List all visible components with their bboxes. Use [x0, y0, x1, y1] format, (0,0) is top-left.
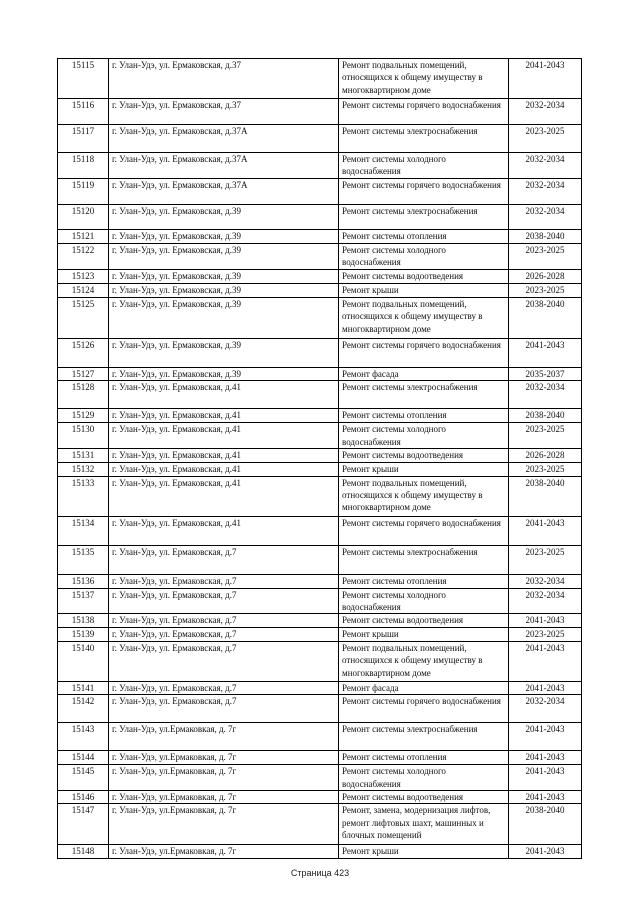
row-work-type: Ремонт системы электроснабжения	[339, 125, 509, 153]
row-address: г. Улан-Удэ, ул. Ермаковская, д.41	[109, 516, 339, 545]
row-work-type: Ремонт системы холодного водоснабжения	[339, 765, 509, 791]
row-number: 15117	[58, 125, 109, 153]
row-work-type: Ремонт фасада	[339, 681, 509, 694]
row-years: 2026-2028	[509, 269, 582, 283]
row-address: г. Улан-Удэ, ул.Ермаковкая, д. 7г	[109, 804, 339, 845]
table-row	[58, 297, 582, 338]
row-work-type: Ремонт системы горячего водоснабжения	[339, 338, 509, 367]
row-address: г. Улан-Удэ, ул. Ермаковская, д.41	[109, 449, 339, 463]
row-address: г. Улан-Удэ, ул. Ермаковская, д.7	[109, 681, 339, 694]
row-work-type: Ремонт крыши	[339, 628, 509, 641]
row-number: 15119	[58, 179, 109, 205]
table-row	[58, 230, 582, 244]
row-number: 15122	[58, 244, 109, 270]
row-address: г. Улан-Удэ, ул. Ермаковская, д.7	[109, 574, 339, 588]
row-years: 2041-2043	[509, 751, 582, 765]
row-number: 15136	[58, 574, 109, 588]
row-address: г. Улан-Удэ, ул. Ермаковская, д.41	[109, 476, 339, 516]
row-years: 2023-2025	[509, 463, 582, 476]
row-number: 15140	[58, 641, 109, 681]
row-number: 15120	[58, 205, 109, 230]
row-years: 2023-2025	[509, 244, 582, 270]
row-number: 15131	[58, 449, 109, 463]
row-address: г. Улан-Удэ, ул. Ермаковская, д.7	[109, 695, 339, 723]
row-years: 2041-2043	[509, 791, 582, 804]
row-number: 15132	[58, 463, 109, 476]
table-row	[58, 125, 582, 153]
row-work-type: Ремонт системы водоотведения	[339, 449, 509, 463]
row-work-type: Ремонт системы холодного водоснабжения	[339, 244, 509, 270]
row-work-type: Ремонт, замена, модернизация лифтов, ремонт лифтовых шахт, машинных и блочных помещений	[339, 804, 509, 845]
row-work-type: Ремонт крыши	[339, 283, 509, 297]
table-row	[58, 641, 582, 681]
row-number: 15125	[58, 297, 109, 338]
table-row	[58, 153, 582, 179]
row-work-type: Ремонт системы горячего водоснабжения	[339, 516, 509, 545]
row-years: 2032-2034	[509, 588, 582, 614]
row-work-type: Ремонт системы горячего водоснабжения	[339, 99, 509, 125]
row-number: 15127	[58, 367, 109, 380]
row-address: г. Улан-Удэ, ул. Ермаковская, д.41	[109, 409, 339, 423]
row-number: 15126	[58, 338, 109, 367]
row-address: г. Улан-Удэ, ул. Ермаковская, д.41	[109, 463, 339, 476]
row-number: 15146	[58, 791, 109, 804]
row-number: 15145	[58, 765, 109, 791]
table-row	[58, 723, 582, 751]
row-number: 15137	[58, 588, 109, 614]
row-number: 15115	[58, 59, 109, 99]
row-work-type: Ремонт системы водоотведения	[339, 791, 509, 804]
row-address: г. Улан-Удэ, ул. Ермаковская, д.39	[109, 367, 339, 380]
row-work-type: Ремонт системы электроснабжения	[339, 381, 509, 409]
row-years: 2032-2034	[509, 153, 582, 179]
table-row	[58, 381, 582, 409]
row-years: 2041-2043	[509, 641, 582, 681]
row-address: г. Улан-Удэ, ул.Ермаковкая, д. 7г	[109, 751, 339, 765]
table-row	[58, 765, 582, 791]
row-work-type: Ремонт подвальных помещений, относящихся к общему имуществу в многоквартирном доме	[339, 59, 509, 99]
table-row	[58, 179, 582, 205]
row-work-type: Ремонт крыши	[339, 463, 509, 476]
row-address: г. Улан-Удэ, ул. Ермаковская, д.7	[109, 641, 339, 681]
row-number: 15141	[58, 681, 109, 694]
row-work-type: Ремонт системы отопления	[339, 230, 509, 244]
table-row	[58, 695, 582, 723]
row-address: г. Улан-Удэ, ул.Ермаковкая, д. 7г	[109, 791, 339, 804]
row-years: 2038-2040	[509, 230, 582, 244]
row-address: г. Улан-Удэ, ул. Ермаковская, д.7	[109, 614, 339, 628]
row-years: 2032-2034	[509, 381, 582, 409]
row-years: 2038-2040	[509, 409, 582, 423]
row-number: 15139	[58, 628, 109, 641]
row-years: 2041-2043	[509, 723, 582, 751]
row-work-type: Ремонт системы горячего водоснабжения	[339, 179, 509, 205]
row-years: 2035-2037	[509, 367, 582, 380]
row-address: г. Улан-Удэ, ул. Ермаковская, д.39	[109, 205, 339, 230]
table-row	[58, 545, 582, 574]
row-years: 2023-2025	[509, 423, 582, 449]
row-number: 15135	[58, 545, 109, 574]
table-row	[58, 845, 582, 858]
table-row	[58, 283, 582, 297]
table-row	[58, 791, 582, 804]
row-address: г. Улан-Удэ, ул. Ермаковская, д.39	[109, 297, 339, 338]
table-row	[58, 681, 582, 694]
row-address: г. Улан-Удэ, ул.Ермаковкая, д. 7г	[109, 845, 339, 858]
row-number: 15133	[58, 476, 109, 516]
table-row	[58, 99, 582, 125]
row-years: 2032-2034	[509, 99, 582, 125]
table-row	[58, 269, 582, 283]
table-row	[58, 804, 582, 845]
row-work-type: Ремонт системы водоотведения	[339, 614, 509, 628]
row-work-type: Ремонт подвальных помещений, относящихся к общему имуществу в многоквартирном доме	[339, 641, 509, 681]
row-address: г. Улан-Удэ, ул. Ермаковская, д.39	[109, 244, 339, 270]
row-number: 15124	[58, 283, 109, 297]
row-number: 15138	[58, 614, 109, 628]
table-row	[58, 338, 582, 367]
row-years: 2032-2034	[509, 574, 582, 588]
row-years: 2038-2040	[509, 297, 582, 338]
table-body	[58, 59, 582, 859]
row-number: 15142	[58, 695, 109, 723]
row-number: 15148	[58, 845, 109, 858]
row-address: г. Улан-Удэ, ул. Ермаковская, д.39	[109, 269, 339, 283]
row-address: г. Улан-Удэ, ул. Ермаковская, д.39	[109, 338, 339, 367]
row-work-type: Ремонт системы отопления	[339, 409, 509, 423]
table-row	[58, 588, 582, 614]
row-work-type: Ремонт системы водоотведения	[339, 269, 509, 283]
row-work-type: Ремонт системы холодного водоснабжения	[339, 423, 509, 449]
row-number: 15118	[58, 153, 109, 179]
table-row	[58, 409, 582, 423]
table-row	[58, 449, 582, 463]
row-years: 2032-2034	[509, 205, 582, 230]
row-years: 2032-2034	[509, 695, 582, 723]
table-row	[58, 244, 582, 270]
row-years: 2041-2043	[509, 338, 582, 367]
row-years: 2023-2025	[509, 628, 582, 641]
row-years: 2023-2025	[509, 283, 582, 297]
row-address: г. Улан-Удэ, ул. Ермаковская, д.41	[109, 423, 339, 449]
row-number: 15129	[58, 409, 109, 423]
row-work-type: Ремонт системы отопления	[339, 751, 509, 765]
row-years: 2041-2043	[509, 765, 582, 791]
row-years: 2026-2028	[509, 449, 582, 463]
row-work-type: Ремонт системы отопления	[339, 574, 509, 588]
row-address: г. Улан-Удэ, ул.Ермаковкая, д. 7г	[109, 723, 339, 751]
table-row	[58, 476, 582, 516]
table-row	[58, 516, 582, 545]
row-work-type: Ремонт системы холодного водоснабжения	[339, 588, 509, 614]
row-address: г. Улан-Удэ, ул. Ермаковская, д.7	[109, 545, 339, 574]
row-address: г. Улан-Удэ, ул. Ермаковская, д.37А	[109, 125, 339, 153]
row-years: 2023-2025	[509, 545, 582, 574]
row-number: 15123	[58, 269, 109, 283]
row-years: 2041-2043	[509, 516, 582, 545]
table-row	[58, 423, 582, 449]
table-row	[58, 614, 582, 628]
works-table	[57, 58, 582, 859]
row-address: г. Улан-Удэ, ул. Ермаковская, д.37А	[109, 153, 339, 179]
table-row	[58, 628, 582, 641]
table-row	[58, 205, 582, 230]
row-work-type: Ремонт системы электроснабжения	[339, 545, 509, 574]
row-work-type: Ремонт системы холодного водоснабжения	[339, 153, 509, 179]
row-address: г. Улан-Удэ, ул. Ермаковская, д.41	[109, 381, 339, 409]
row-years: 2032-2034	[509, 179, 582, 205]
row-address: г. Улан-Удэ, ул.Ермаковкая, д. 7г	[109, 765, 339, 791]
row-number: 15144	[58, 751, 109, 765]
row-work-type: Ремонт системы электроснабжения	[339, 723, 509, 751]
row-number: 15134	[58, 516, 109, 545]
table-row	[58, 574, 582, 588]
table-row	[58, 463, 582, 476]
row-work-type: Ремонт подвальных помещений, относящихся к общему имуществу в многоквартирном доме	[339, 476, 509, 516]
row-years: 2023-2025	[509, 125, 582, 153]
row-address: г. Улан-Удэ, ул. Ермаковская, д.7	[109, 628, 339, 641]
row-address: г. Улан-Удэ, ул. Ермаковская, д.7	[109, 588, 339, 614]
page-number: Страница 423	[290, 868, 350, 878]
row-work-type: Ремонт системы электроснабжения	[339, 205, 509, 230]
row-number: 15128	[58, 381, 109, 409]
row-number: 15147	[58, 804, 109, 845]
row-years: 2041-2043	[509, 845, 582, 858]
row-work-type: Ремонт крыши	[339, 845, 509, 858]
row-years: 2038-2040	[509, 804, 582, 845]
row-work-type: Ремонт фасада	[339, 367, 509, 380]
row-address: г. Улан-Удэ, ул. Ермаковская, д.37А	[109, 179, 339, 205]
row-address: г. Улан-Удэ, ул. Ермаковская, д.39	[109, 230, 339, 244]
row-number: 15121	[58, 230, 109, 244]
row-years: 2041-2043	[509, 614, 582, 628]
table-row	[58, 59, 582, 99]
row-years: 2038-2040	[509, 476, 582, 516]
table-row	[58, 367, 582, 380]
row-work-type: Ремонт подвальных помещений, относящихся к общему имуществу в многоквартирном доме	[339, 297, 509, 338]
row-number: 15130	[58, 423, 109, 449]
row-years: 2041-2043	[509, 681, 582, 694]
row-address: г. Улан-Удэ, ул. Ермаковская, д.37	[109, 99, 339, 125]
row-number: 15143	[58, 723, 109, 751]
row-address: г. Улан-Удэ, ул. Ермаковская, д.37	[109, 59, 339, 99]
row-address: г. Улан-Удэ, ул. Ермаковская, д.39	[109, 283, 339, 297]
row-number: 15116	[58, 99, 109, 125]
row-work-type: Ремонт системы горячего водоснабжения	[339, 695, 509, 723]
row-years: 2041-2043	[509, 59, 582, 99]
table-row	[58, 751, 582, 765]
